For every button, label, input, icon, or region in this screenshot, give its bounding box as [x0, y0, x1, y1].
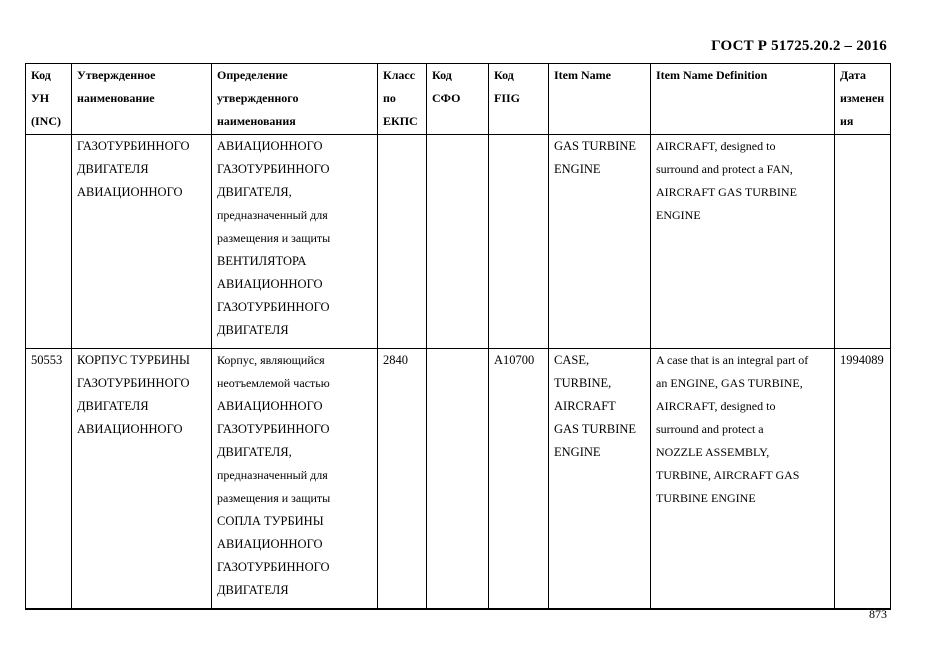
header-inc: Код УН (INC)	[26, 64, 72, 135]
cell-fiig-code	[489, 135, 549, 349]
cell-change-date	[835, 135, 891, 349]
cell-approved-name: КОРПУС ТУРБИНЫ ГАЗОТУРБИННОГО ДВИГАТЕЛЯ АВИАЦИОННОГО	[72, 349, 212, 610]
header-change-date: Дата изменен ия	[835, 64, 891, 135]
cell-ekps-class: 2840	[378, 349, 427, 610]
cell-ekps-class	[378, 135, 427, 349]
header-ekps-class: Класс по ЕКПС	[378, 64, 427, 135]
table-row	[26, 135, 891, 349]
cell-definition: АВИАЦИОННОГО ГАЗОТУРБИННОГО ДВИГАТЕЛЯ, предназначенный для размещения и защиты ВЕНТИЛЯТОРА АВИАЦИОННОГО ГАЗОТУРБИННОГО ДВИГАТЕЛЯ	[212, 135, 378, 349]
cell-definition: Корпус, являющийся неотъемлемой частью АВИАЦИОННОГО ГАЗОТУРБИННОГО ДВИГАТЕЛЯ, предназначенный для размещения и защиты СОПЛА ТУРБИНЫ АВИАЦИОННОГО ГАЗОТУРБИННОГО ДВИГАТЕЛЯ	[212, 349, 378, 610]
cell-item-name: GAS TURBINE ENGINE	[549, 135, 651, 349]
header-item-name: Item Name	[549, 64, 651, 135]
table-row	[26, 349, 891, 610]
cell-item-name: CASE, TURBINE, AIRCRAFT GAS TURBINE ENGINE	[549, 349, 651, 610]
document-standard-id: ГОСТ Р 51725.20.2 – 2016	[711, 38, 887, 54]
registry-table	[25, 63, 891, 610]
cell-item-name-definition: AIRCRAFT, designed to surround and protect a FAN, AIRCRAFT GAS TURBINE ENGINE	[651, 135, 835, 349]
cell-inc: 50553	[26, 349, 72, 610]
page-number: 873	[869, 607, 887, 621]
cell-sfo-code	[427, 349, 489, 610]
table-header-row	[26, 64, 891, 135]
cell-approved-name: ГАЗОТУРБИННОГО ДВИГАТЕЛЯ АВИАЦИОННОГО	[72, 135, 212, 349]
cell-item-name-definition: A case that is an integral part of an ENGINE, GAS TURBINE, AIRCRAFT, designed to surround and protect a NOZZLE ASSEMBLY, TURBINE, AIRCRAFT GAS TURBINE ENGINE	[651, 349, 835, 610]
header-sfo-code: Код СФО	[427, 64, 489, 135]
cell-inc	[26, 135, 72, 349]
header-item-name-definition: Item Name Definition	[651, 64, 835, 135]
cell-sfo-code	[427, 135, 489, 349]
cell-change-date: 1994089	[835, 349, 891, 610]
header-fiig-code: Код FIIG	[489, 64, 549, 135]
cell-fiig-code: A10700	[489, 349, 549, 610]
header-definition: Определение утвержденного наименования	[212, 64, 378, 135]
header-approved-name: Утвержденное наименование	[72, 64, 212, 135]
